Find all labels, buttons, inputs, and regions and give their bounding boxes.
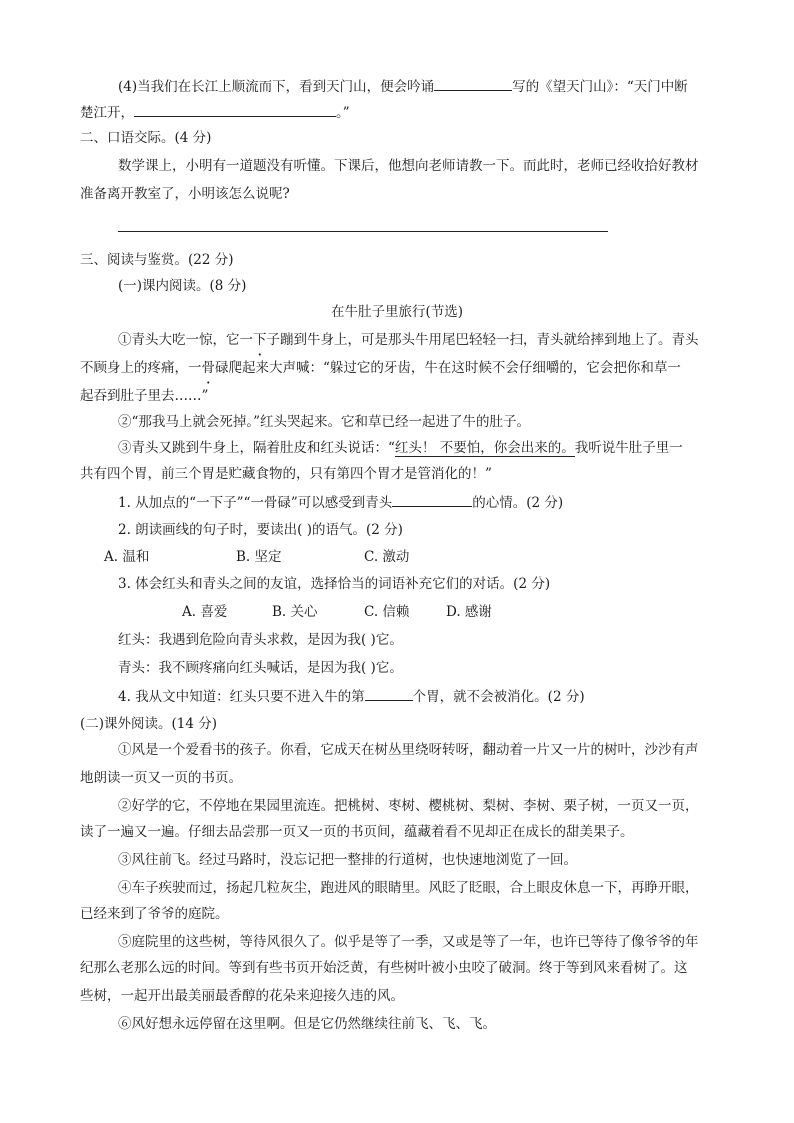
- q4-text-b: 写的《望天门山》：“天门中断: [512, 79, 688, 95]
- reading-para-1-line-2: 地朗读一页又一页的书页。: [80, 770, 242, 786]
- question-1-blank[interactable]: [392, 492, 472, 507]
- reading-para-6: ⑥风好想永远停留在这里啊。但是它仍然继续往前飞、飞、飞。: [118, 1016, 496, 1032]
- section-2-answer-line[interactable]: [118, 231, 608, 232]
- question-4-points: 个胃，就不会被消化。(2 分): [412, 689, 585, 705]
- passage-title: 在牛肚子里旅行(节选): [330, 304, 464, 320]
- question-4-blank[interactable]: [365, 686, 413, 701]
- question-2-option-a[interactable]: A. 温和: [104, 549, 150, 565]
- q4-text-d: 。”: [336, 105, 350, 121]
- question-3-line-1: 红头：我遇到危险向青头求救，是因为我( )它。: [118, 632, 403, 648]
- question-3-option-c[interactable]: C. 信赖: [364, 604, 410, 620]
- question-4-text: 4. 我从文中知道：红头只要不进入牛的第: [118, 689, 365, 705]
- reading-para-5-line-2: 纪那么老那么远的时间。等到有些书页开始泛黄，有些树叶被小虫咬了破洞。终于等到风来看树了。这: [80, 960, 688, 976]
- q4-poem-blank[interactable]: [134, 102, 336, 117]
- passage-para-3-line-2: 共有四个胃，前三个胃是贮藏食物的，只有第四个胃才是管消化的！”: [80, 466, 492, 482]
- q4-author-blank[interactable]: [434, 76, 512, 91]
- reading-para-4-line-2: 已经来到了爷爷的庭院。: [80, 906, 229, 922]
- section-2-heading: 二、口语交际。(4 分): [80, 130, 212, 146]
- question-3-line-2: 青头：我不顾疼痛向红头喊话，是因为我( )它。: [118, 660, 403, 676]
- reading-para-5-line-3: 些树，一起开出最美丽最香醇的花朵来迎接久违的风。: [80, 988, 404, 1004]
- passage-text: 我听说牛肚子里一: [574, 440, 683, 456]
- subsection-2-heading: (二)课外阅读。(14 分): [80, 716, 218, 732]
- reading-para-5-line-1: ⑤庭院里的这些树，等待风很久了。似乎是等了一季，又或是等了一年，也许已等待了像爷爷的年: [118, 934, 699, 950]
- question-1: [118, 492, 563, 513]
- section-2-para-1: 数学课上，小明有一道题没有听懂。下课后，他想向老师请教一下。而此时，老师已经收拾好教材: [118, 158, 699, 174]
- question-1-text: 1. 从加点的“一下子”“一骨碌”可以感受到青头: [118, 495, 393, 511]
- q4-text-c: 楚江开，: [80, 105, 134, 121]
- question-1-points: 的心情。(2 分): [472, 495, 564, 511]
- section-3-heading: 三、阅读与鉴赏。(22 分): [80, 252, 234, 268]
- question-2-option-b[interactable]: B. 坚定: [236, 549, 282, 565]
- passage-para-1-line-2: [80, 358, 681, 378]
- passage-text: 爬起来大声喊：“躲过它的牙齿，牛在这时候不会仔细嚼的，它会把你和草一: [228, 360, 681, 376]
- reading-para-2-line-2: 读了一遍又一遍。仔细去品尝那一页又一页的书页间，蕴藏着看不见却正在成长的甜美果子。: [80, 824, 634, 840]
- passage-text: ③青头又跳到牛身上，隔着肚皮和红头说话：“: [118, 440, 395, 456]
- reading-para-3: ③风往前飞。经过马路时，没忘记把一整排的行道树，也快速地浏览了一回。: [118, 852, 577, 868]
- q4-line-1: [118, 76, 688, 97]
- question-4: [118, 686, 585, 707]
- reading-para-4-line-1: ④车子疾驶而过，扬起几粒灰尘，跑进风的眼睛里。风眨了眨眼，合上眼皮休息一下，再睁开眼，: [118, 880, 699, 896]
- question-3-option-d[interactable]: D. 感谢: [446, 604, 492, 620]
- passage-text: 蹦到牛身上，可是那头牛用尾巴轻轻一扫，青头就给摔到地上了。青头: [280, 332, 699, 348]
- passage-para-1-line-3: 起吞到肚子里去……”: [80, 388, 209, 404]
- dotted-word-yixiazi: 一下子: [239, 332, 280, 348]
- question-2: 2. 朗读画线的句子时，要读出( )的语气。(2 分): [118, 522, 403, 538]
- reading-para-2-line-1: ②好学的它，不停地在果园里流连。把桃树、枣树、樱桃树、梨树、李树、栗子树，一页又一页，: [118, 798, 699, 814]
- section-2-para-2: 准备离开教室了，小明该怎么说呢?: [80, 186, 290, 202]
- question-3: 3. 体会红头和青头之间的友谊，选择恰当的词语补充它们的对话。(2 分): [118, 576, 551, 592]
- q4-text-a: (4)当我们在长江上顺流而下，看到天门山，便会吟诵: [118, 79, 435, 95]
- passage-para-2: ②“那我马上就会死掉。”红头哭起来。它和草已经一起进了牛的肚子。: [118, 414, 531, 430]
- question-3-option-b[interactable]: B. 关心: [272, 604, 318, 620]
- passage-para-3-line-1: [118, 438, 683, 458]
- passage-text: 不顾身上的疼痛，: [80, 360, 188, 376]
- subsection-1-heading: (一)课内阅读。(8 分): [118, 278, 247, 294]
- underlined-sentence: 红头！ 不要怕，你会出来的。: [394, 440, 575, 456]
- dotted-word-yigulu: 一骨碌: [188, 360, 229, 376]
- question-2-option-c[interactable]: C. 激动: [364, 549, 410, 565]
- reading-para-1-line-1: ①风是一个爱看书的孩子。你看，它成天在树丛里绕呀转呀，翻动着一片又一片的树叶，沙沙有声: [118, 742, 699, 758]
- question-3-option-a[interactable]: A. 喜爱: [182, 604, 228, 620]
- passage-text: ①青头大吃一惊，它: [118, 332, 240, 348]
- passage-para-1-line-1: [118, 330, 699, 350]
- q4-line-2: [80, 102, 350, 123]
